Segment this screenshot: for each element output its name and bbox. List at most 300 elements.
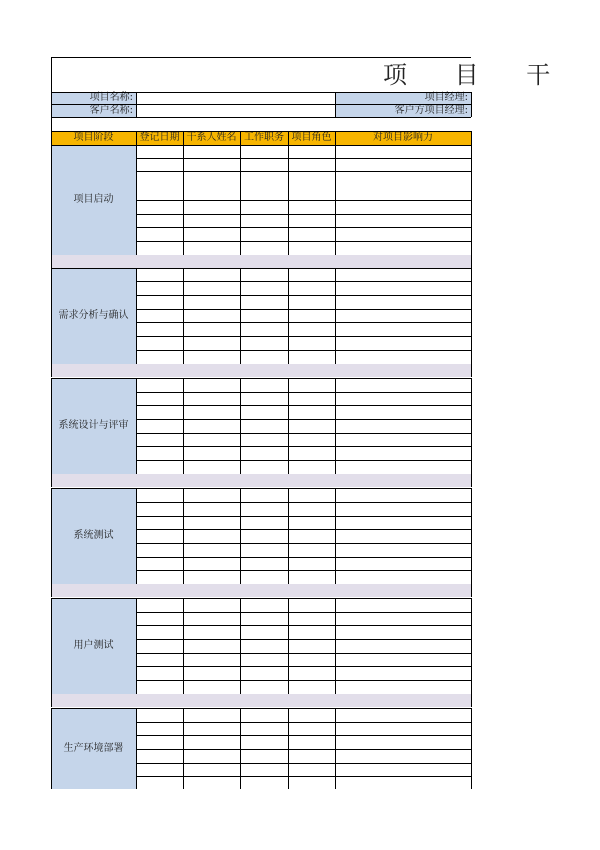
- grid-line: [51, 57, 52, 131]
- table-cell[interactable]: [335, 378, 471, 392]
- table-cell[interactable]: [240, 171, 288, 200]
- table-cell[interactable]: [335, 529, 471, 543]
- table-cell[interactable]: [240, 295, 288, 309]
- table-cell[interactable]: [136, 612, 183, 625]
- table-cell[interactable]: [240, 502, 288, 516]
- table-cell[interactable]: [288, 763, 335, 776]
- grid-line: [136, 309, 471, 310]
- grid-line: [136, 639, 471, 640]
- table-cell[interactable]: [240, 419, 288, 433]
- table-cell[interactable]: [240, 309, 288, 322]
- table-cell[interactable]: [288, 336, 335, 350]
- table-cell[interactable]: [240, 666, 288, 680]
- table-cell[interactable]: [183, 158, 240, 171]
- grid-line: [288, 145, 289, 255]
- table-cell[interactable]: [183, 378, 240, 392]
- grid-line: [51, 708, 471, 709]
- table-cell[interactable]: [183, 749, 240, 763]
- table-cell[interactable]: [335, 350, 471, 364]
- client-name-field[interactable]: [136, 104, 335, 117]
- grid-line: [51, 117, 471, 118]
- table-cell[interactable]: [136, 419, 183, 433]
- table-cell[interactable]: [335, 241, 471, 255]
- table-cell[interactable]: [183, 653, 240, 666]
- table-cell[interactable]: [335, 708, 471, 722]
- grid-line: [335, 598, 336, 694]
- table-cell[interactable]: [240, 722, 288, 735]
- grid-line: [136, 598, 137, 694]
- grid-line: [136, 529, 471, 530]
- table-cell[interactable]: [183, 171, 240, 200]
- table-cell[interactable]: [335, 446, 471, 460]
- table-cell[interactable]: [288, 322, 335, 336]
- table-cell[interactable]: [240, 350, 288, 364]
- table-cell[interactable]: [288, 405, 335, 419]
- table-cell[interactable]: [288, 735, 335, 749]
- table-cell[interactable]: [183, 200, 240, 214]
- grid-line: [51, 255, 52, 268]
- grid-line: [51, 584, 52, 597]
- table-cell[interactable]: [183, 309, 240, 322]
- table-cell[interactable]: [288, 557, 335, 570]
- table-cell[interactable]: [288, 543, 335, 557]
- table-cell[interactable]: [335, 763, 471, 776]
- grid-line: [136, 281, 471, 282]
- grid-line: [51, 104, 471, 105]
- grid-line: [136, 405, 471, 406]
- table-cell[interactable]: [288, 666, 335, 680]
- table-cell[interactable]: [183, 763, 240, 776]
- table-cell[interactable]: [136, 200, 183, 214]
- table-cell[interactable]: [335, 502, 471, 516]
- grid-line: [51, 145, 52, 255]
- table-cell[interactable]: [136, 680, 183, 694]
- grid-line: [471, 598, 472, 694]
- table-cell[interactable]: [183, 281, 240, 295]
- table-cell[interactable]: [240, 680, 288, 694]
- table-cell[interactable]: [240, 200, 288, 214]
- table-cell[interactable]: [335, 145, 471, 158]
- grid-line: [136, 763, 471, 764]
- table-cell[interactable]: [240, 281, 288, 295]
- grid-line: [136, 131, 137, 145]
- table-cell[interactable]: [136, 446, 183, 460]
- grid-line: [288, 708, 289, 789]
- table-cell[interactable]: [288, 653, 335, 666]
- table-cell[interactable]: [335, 639, 471, 653]
- table-cell[interactable]: [183, 516, 240, 529]
- table-cell[interactable]: [240, 776, 288, 789]
- table-cell[interactable]: [240, 570, 288, 584]
- table-cell[interactable]: [335, 557, 471, 570]
- grid-line: [471, 131, 472, 145]
- table-cell[interactable]: [136, 529, 183, 543]
- table-cell[interactable]: [288, 158, 335, 171]
- phase-cell: 用户测试: [51, 598, 136, 694]
- table-cell[interactable]: [240, 488, 288, 502]
- document-title: 项 目 干: [383, 61, 571, 89]
- table-cell[interactable]: [288, 516, 335, 529]
- grid-line: [471, 364, 472, 377]
- table-cell[interactable]: [183, 392, 240, 405]
- grid-line: [51, 57, 471, 58]
- table-cell[interactable]: [136, 516, 183, 529]
- header-influence: 对项目影响力: [335, 131, 471, 145]
- table-cell[interactable]: [183, 405, 240, 419]
- table-cell[interactable]: [136, 598, 183, 612]
- table-cell[interactable]: [335, 543, 471, 557]
- grid-line: [471, 694, 472, 707]
- grid-line: [183, 488, 184, 584]
- table-cell[interactable]: [136, 543, 183, 557]
- grid-line: [51, 131, 52, 145]
- table-cell[interactable]: [240, 460, 288, 474]
- table-cell[interactable]: [183, 433, 240, 446]
- table-cell[interactable]: [240, 557, 288, 570]
- grid-line: [51, 378, 471, 379]
- table-cell[interactable]: [240, 625, 288, 639]
- table-cell[interactable]: [335, 405, 471, 419]
- grid-line: [51, 488, 52, 584]
- table-cell[interactable]: [240, 639, 288, 653]
- table-cell[interactable]: [183, 570, 240, 584]
- grid-line: [51, 488, 471, 489]
- project-manager-label: 项目经理:: [335, 92, 471, 104]
- table-cell[interactable]: [183, 295, 240, 309]
- table-cell[interactable]: [136, 557, 183, 570]
- table-cell[interactable]: [183, 241, 240, 255]
- table-cell[interactable]: [335, 268, 471, 281]
- table-cell[interactable]: [183, 322, 240, 336]
- grid-line: [136, 322, 471, 323]
- table-cell[interactable]: [240, 612, 288, 625]
- grid-line: [51, 364, 52, 377]
- table-cell[interactable]: [240, 708, 288, 722]
- table-cell[interactable]: [240, 268, 288, 281]
- grid-line: [136, 145, 137, 255]
- grid-line: [136, 392, 471, 393]
- grid-line: [288, 488, 289, 584]
- grid-line: [136, 557, 471, 558]
- grid-line: [136, 295, 471, 296]
- table-cell[interactable]: [136, 433, 183, 446]
- table-cell[interactable]: [136, 776, 183, 789]
- grid-line: [136, 666, 471, 667]
- table-cell[interactable]: [335, 516, 471, 529]
- table-cell[interactable]: [335, 776, 471, 789]
- table-cell[interactable]: [240, 598, 288, 612]
- table-cell[interactable]: [240, 158, 288, 171]
- table-cell[interactable]: [288, 214, 335, 227]
- table-cell[interactable]: [183, 446, 240, 460]
- table-cell[interactable]: [183, 639, 240, 653]
- grid-line: [136, 722, 471, 723]
- table-cell[interactable]: [183, 488, 240, 502]
- phase-separator-row: [51, 364, 471, 377]
- table-cell[interactable]: [136, 145, 183, 158]
- grid-line: [136, 625, 471, 626]
- table-cell[interactable]: [240, 653, 288, 666]
- table-cell[interactable]: [183, 529, 240, 543]
- table-cell[interactable]: [136, 322, 183, 336]
- table-cell[interactable]: [136, 749, 183, 763]
- table-cell[interactable]: [288, 227, 335, 241]
- table-cell[interactable]: [335, 666, 471, 680]
- table-cell[interactable]: [183, 612, 240, 625]
- table-cell[interactable]: [183, 336, 240, 350]
- table-cell[interactable]: [335, 735, 471, 749]
- table-cell[interactable]: [136, 653, 183, 666]
- table-cell[interactable]: [240, 227, 288, 241]
- table-cell[interactable]: [335, 214, 471, 227]
- grid-line: [136, 653, 471, 654]
- table-cell[interactable]: [136, 350, 183, 364]
- table-cell[interactable]: [335, 570, 471, 584]
- grid-line: [51, 694, 52, 707]
- phase-cell: 系统测试: [51, 488, 136, 584]
- table-cell[interactable]: [136, 763, 183, 776]
- table-cell[interactable]: [288, 392, 335, 405]
- grid-line: [136, 200, 471, 201]
- grid-line: [136, 214, 471, 215]
- grid-line: [136, 543, 471, 544]
- table-cell[interactable]: [183, 666, 240, 680]
- grid-line: [136, 158, 471, 159]
- table-cell[interactable]: [136, 392, 183, 405]
- table-cell[interactable]: [335, 749, 471, 763]
- table-cell[interactable]: [288, 488, 335, 502]
- header-stakeholder-name: 干系人姓名: [183, 131, 240, 145]
- table-cell[interactable]: [136, 281, 183, 295]
- table-cell[interactable]: [240, 735, 288, 749]
- table-cell[interactable]: [136, 158, 183, 171]
- grid-line: [51, 145, 471, 146]
- table-cell[interactable]: [288, 433, 335, 446]
- table-cell[interactable]: [136, 708, 183, 722]
- grid-line: [240, 268, 241, 364]
- table-cell[interactable]: [183, 460, 240, 474]
- table-cell[interactable]: [335, 227, 471, 241]
- table-cell[interactable]: [183, 680, 240, 694]
- grid-line: [136, 227, 471, 228]
- table-cell[interactable]: [288, 419, 335, 433]
- table-cell[interactable]: [335, 309, 471, 322]
- table-cell[interactable]: [136, 214, 183, 227]
- table-cell[interactable]: [240, 241, 288, 255]
- grid-line: [335, 92, 336, 117]
- table-cell[interactable]: [136, 378, 183, 392]
- table-cell[interactable]: [240, 322, 288, 336]
- table-cell[interactable]: [136, 666, 183, 680]
- phase-separator-row: [51, 474, 471, 487]
- table-cell[interactable]: [335, 200, 471, 214]
- table-cell[interactable]: [240, 145, 288, 158]
- table-cell[interactable]: [335, 158, 471, 171]
- grid-line: [471, 584, 472, 597]
- table-cell[interactable]: [183, 557, 240, 570]
- grid-line: [136, 570, 471, 571]
- grid-line: [183, 131, 184, 145]
- table-cell[interactable]: [335, 488, 471, 502]
- table-cell[interactable]: [240, 763, 288, 776]
- grid-line: [136, 516, 471, 517]
- grid-line: [240, 378, 241, 474]
- grid-line: [471, 92, 472, 117]
- table-cell[interactable]: [136, 625, 183, 639]
- table-cell[interactable]: [240, 446, 288, 460]
- table-cell[interactable]: [240, 516, 288, 529]
- grid-line: [51, 598, 52, 694]
- table-cell[interactable]: [335, 281, 471, 295]
- table-cell[interactable]: [183, 502, 240, 516]
- grid-line: [136, 241, 471, 242]
- table-cell[interactable]: [240, 378, 288, 392]
- phase-separator-row: [51, 694, 471, 707]
- table-cell[interactable]: [136, 639, 183, 653]
- table-cell[interactable]: [288, 598, 335, 612]
- grid-line: [136, 171, 471, 172]
- table-cell[interactable]: [335, 336, 471, 350]
- grid-line: [136, 446, 471, 447]
- table-cell[interactable]: [136, 309, 183, 322]
- table-cell[interactable]: [240, 405, 288, 419]
- table-cell[interactable]: [136, 336, 183, 350]
- grid-line: [136, 708, 137, 789]
- header-register-date: 登记日期: [136, 131, 183, 145]
- grid-line: [51, 598, 471, 599]
- table-cell[interactable]: [335, 322, 471, 336]
- table-cell[interactable]: [288, 378, 335, 392]
- grid-line: [136, 488, 137, 584]
- table-cell[interactable]: [335, 625, 471, 639]
- table-cell[interactable]: [288, 529, 335, 543]
- grid-line: [51, 92, 471, 93]
- table-cell[interactable]: [136, 502, 183, 516]
- grid-line: [51, 378, 52, 474]
- phase-separator-row: [51, 255, 471, 268]
- table-cell[interactable]: [183, 543, 240, 557]
- table-cell[interactable]: [136, 268, 183, 281]
- grid-line: [288, 378, 289, 474]
- table-cell[interactable]: [288, 625, 335, 639]
- table-cell[interactable]: [335, 433, 471, 446]
- table-cell[interactable]: [183, 419, 240, 433]
- table-cell[interactable]: [240, 529, 288, 543]
- table-cell[interactable]: [335, 171, 471, 200]
- grid-line: [136, 336, 471, 337]
- table-cell[interactable]: [240, 543, 288, 557]
- project-name-field[interactable]: [136, 92, 335, 104]
- table-cell[interactable]: [240, 433, 288, 446]
- table-cell[interactable]: [335, 722, 471, 735]
- grid-line: [240, 488, 241, 584]
- table-cell[interactable]: [183, 625, 240, 639]
- table-cell[interactable]: [288, 460, 335, 474]
- table-cell[interactable]: [240, 392, 288, 405]
- table-cell[interactable]: [288, 708, 335, 722]
- table-cell[interactable]: [288, 145, 335, 158]
- table-cell[interactable]: [288, 350, 335, 364]
- table-cell[interactable]: [288, 446, 335, 460]
- table-cell[interactable]: [288, 281, 335, 295]
- table-cell[interactable]: [240, 214, 288, 227]
- grid-line: [471, 145, 472, 255]
- table-cell[interactable]: [136, 405, 183, 419]
- grid-line: [471, 474, 472, 487]
- table-cell[interactable]: [136, 735, 183, 749]
- table-cell[interactable]: [183, 227, 240, 241]
- table-cell[interactable]: [335, 295, 471, 309]
- grid-line: [183, 145, 184, 255]
- table-cell[interactable]: [183, 145, 240, 158]
- grid-line: [183, 378, 184, 474]
- table-cell[interactable]: [136, 241, 183, 255]
- table-cell[interactable]: [136, 227, 183, 241]
- grid-line: [51, 131, 471, 132]
- table-cell[interactable]: [335, 392, 471, 405]
- grid-line: [471, 488, 472, 584]
- table-cell[interactable]: [288, 570, 335, 584]
- table-cell[interactable]: [335, 653, 471, 666]
- grid-line: [136, 460, 471, 461]
- grid-line: [136, 92, 137, 117]
- phase-cell: 系统设计与评审: [51, 378, 136, 474]
- table-cell[interactable]: [288, 722, 335, 735]
- table-cell[interactable]: [288, 309, 335, 322]
- table-cell[interactable]: [183, 722, 240, 735]
- table-cell[interactable]: [335, 419, 471, 433]
- table-cell[interactable]: [183, 776, 240, 789]
- table-cell[interactable]: [136, 570, 183, 584]
- grid-line: [240, 145, 241, 255]
- table-cell[interactable]: [288, 749, 335, 763]
- phase-cell: 项目启动: [51, 145, 136, 255]
- table-cell[interactable]: [183, 350, 240, 364]
- table-cell[interactable]: [136, 722, 183, 735]
- table-cell[interactable]: [288, 776, 335, 789]
- table-cell[interactable]: [335, 612, 471, 625]
- grid-line: [240, 131, 241, 145]
- grid-line: [335, 488, 336, 584]
- table-cell[interactable]: [288, 241, 335, 255]
- grid-line: [136, 749, 471, 750]
- table-cell[interactable]: [288, 502, 335, 516]
- table-cell[interactable]: [288, 612, 335, 625]
- table-cell[interactable]: [288, 639, 335, 653]
- table-cell[interactable]: [288, 200, 335, 214]
- table-cell[interactable]: [183, 735, 240, 749]
- table-cell[interactable]: [183, 268, 240, 281]
- table-cell[interactable]: [240, 336, 288, 350]
- table-cell[interactable]: [335, 460, 471, 474]
- table-cell[interactable]: [288, 680, 335, 694]
- table-cell[interactable]: [136, 171, 183, 200]
- grid-line: [136, 419, 471, 420]
- table-cell[interactable]: [136, 295, 183, 309]
- table-cell[interactable]: [288, 268, 335, 281]
- table-cell[interactable]: [183, 708, 240, 722]
- table-cell[interactable]: [136, 460, 183, 474]
- grid-line: [136, 612, 471, 613]
- table-cell[interactable]: [240, 749, 288, 763]
- table-cell[interactable]: [335, 680, 471, 694]
- table-cell[interactable]: [136, 488, 183, 502]
- table-cell[interactable]: [183, 598, 240, 612]
- table-cell[interactable]: [335, 598, 471, 612]
- table-cell[interactable]: [183, 214, 240, 227]
- table-cell[interactable]: [288, 171, 335, 200]
- table-cell[interactable]: [288, 295, 335, 309]
